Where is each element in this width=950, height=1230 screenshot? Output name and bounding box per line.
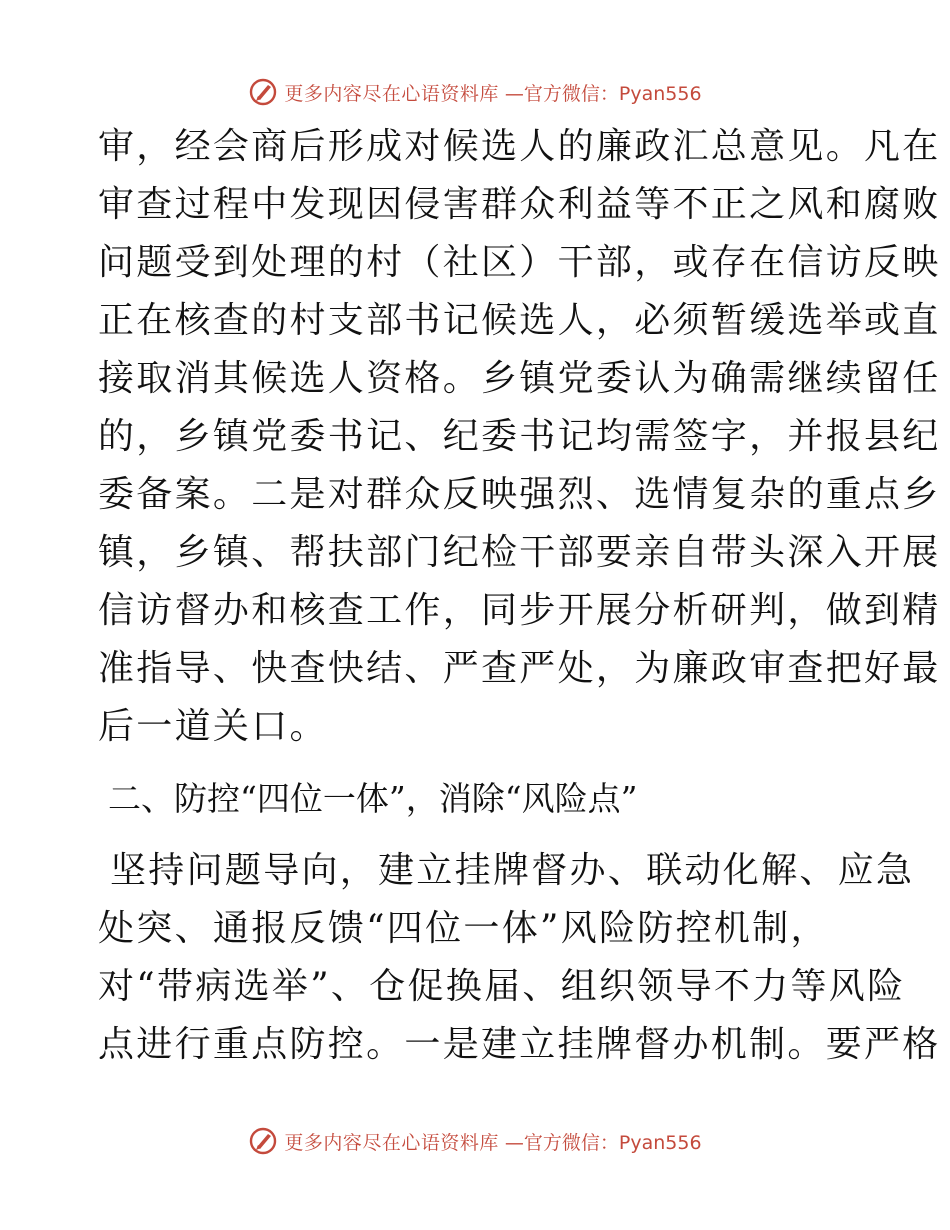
section-heading: 二、防控“四位一体”，消除“风险点” — [108, 779, 638, 818]
text-line: 后一道关口。 — [98, 706, 328, 747]
watermark-wechat-text: —官方微信：Pyan556 — [504, 82, 702, 105]
text-line: 审，经会商后形成对候选人的廉政汇总意见。凡在 — [98, 126, 941, 167]
document-body — [98, 118, 941, 1074]
text-line: 的，乡镇党委书记、纪委书记均需签字，并报县纪 — [98, 416, 941, 457]
paragraph-gap — [98, 828, 850, 842]
watermark-wechat-text: —官方微信：Pyan556 — [504, 1131, 702, 1154]
text-line: 镇，乡镇、帮扶部门纪检干部要亲自带头深入开展 — [98, 532, 941, 573]
text-line: 点进行重点防控。一是建立挂牌督办机制。要严格 — [98, 1024, 941, 1065]
text-line: 审查过程中发现因侵害群众利益等不正之风和腐败 — [98, 184, 941, 225]
text-line: 处突、通报反馈“四位一体”风险防控机制， — [98, 908, 829, 949]
paragraph-gap — [98, 756, 850, 770]
watermark-header — [0, 72, 950, 112]
text-line: 信访督办和核查工作，同步开展分析研判，做到精 — [98, 590, 941, 631]
text-line: 准指导、快查快结、严查严处，为廉政审查把好最 — [98, 648, 941, 689]
text-line: 坚持问题导向，建立挂牌督办、联动化解、应急 — [110, 850, 915, 891]
text-line: 正在核查的村支部书记候选人，必须暂缓选举或直 — [98, 300, 941, 341]
quill-pen-icon — [248, 77, 278, 107]
watermark-main-text: 更多内容尽在心语资料库 — [284, 82, 499, 105]
watermark-footer — [0, 1121, 950, 1161]
quill-pen-icon — [248, 1126, 278, 1156]
text-line: 接取消其候选人资格。乡镇党委认为确需继续留任 — [98, 358, 941, 399]
text-line: 委备案。二是对群众反映强烈、选情复杂的重点乡 — [98, 474, 941, 515]
text-line: 对“带病选举”、仓促换届、组织领导不力等风险 — [98, 966, 906, 1007]
text-line: 问题受到处理的村（社区）干部，或存在信访反映 — [98, 242, 941, 283]
watermark-main-text: 更多内容尽在心语资料库 — [284, 1131, 499, 1154]
